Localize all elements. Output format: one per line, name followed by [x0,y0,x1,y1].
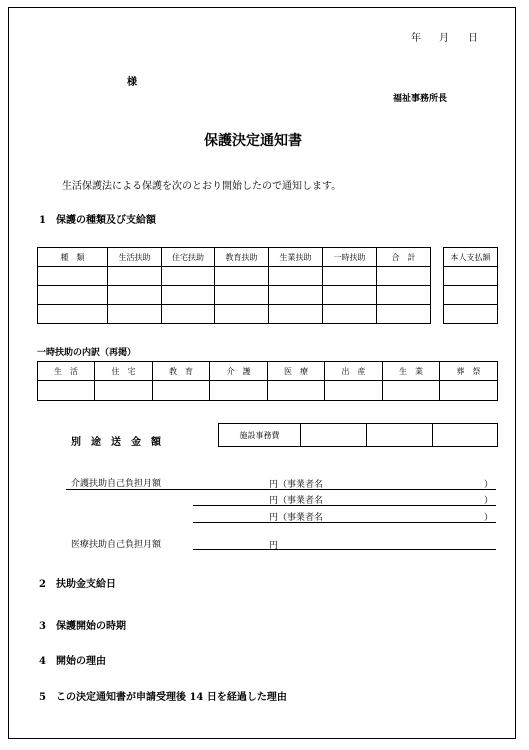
table-row [444,267,498,286]
column-header-self-payment: 本人支払額 [444,248,498,267]
column-header-medical: 医 療 [268,362,325,381]
addressee-suffix: 様 [127,77,137,88]
care-yen-1: 円（事業者名 [269,480,324,490]
table-row [444,305,498,324]
aid-amount-table [37,247,431,324]
table-row [38,305,431,324]
column-header-housing: 住宅扶助 [162,248,215,267]
care-line-3 [193,522,496,523]
column-header-funeral: 葬 祭 [440,362,498,381]
medical-line [193,549,496,550]
care-burden-label: 介護扶助自己負担月額 [71,479,162,489]
table-row [38,381,498,401]
medical-burden-label: 医療扶助自己負担月額 [71,540,162,550]
date-month-label: 月 [439,33,449,44]
column-header-living: 生活扶助 [108,248,162,267]
section3-heading: 3 保護開始の時期 [39,621,126,632]
column-header-occupation: 生 業 [383,362,440,381]
medical-yen: 円 [269,541,279,551]
column-header-type: 種 類 [38,248,108,267]
date-year-label: 年 [411,33,421,44]
column-header-education: 教 育 [153,362,210,381]
self-payment-table [443,247,498,324]
temp-breakdown-heading: 一時扶助の内訳（再掲） [37,348,137,358]
table-row [444,286,498,305]
column-header-housing: 住 宅 [95,362,153,381]
column-header-total: 合 計 [377,248,431,267]
separate-payment-label: 別 途 送 金 額 [71,437,161,448]
column-header-living: 生 活 [38,362,95,381]
care-yen-2: 円（事業者名 [269,496,324,506]
care-close-1: ） [484,480,494,490]
table-row [38,267,431,286]
facility-fee-table [218,423,498,447]
date-day-label: 日 [468,33,478,44]
section1-heading: 1 保護の種類及び支給額 [39,215,156,226]
section5-heading: 5 この決定通知書が申請受理後 14 日を経過した理由 [39,692,287,703]
care-yen-3: 円（事業者名 [269,513,324,523]
care-close-2: ） [484,496,494,506]
column-header-temporary: 一時扶助 [323,248,377,267]
column-header-occupation: 生業扶助 [269,248,323,267]
facility-fee-label: 施設事務費 [219,424,301,447]
temp-breakdown-table [37,361,498,401]
section4-heading: 4 開始の理由 [39,656,106,667]
section2-heading: 2 扶助金支給日 [39,579,116,590]
care-line-2 [193,505,496,506]
care-close-3: ） [484,513,494,523]
document-title: 保護決定通知書 [204,133,302,149]
table-row [38,286,431,305]
sender-name: 福祉事務所長 [393,94,448,104]
column-header-childbirth: 出 産 [325,362,383,381]
column-header-care: 介 護 [210,362,268,381]
column-header-education: 教育扶助 [215,248,269,267]
intro-text: 生活保護法による保護を次のとおり開始したので通知します。 [62,181,342,192]
